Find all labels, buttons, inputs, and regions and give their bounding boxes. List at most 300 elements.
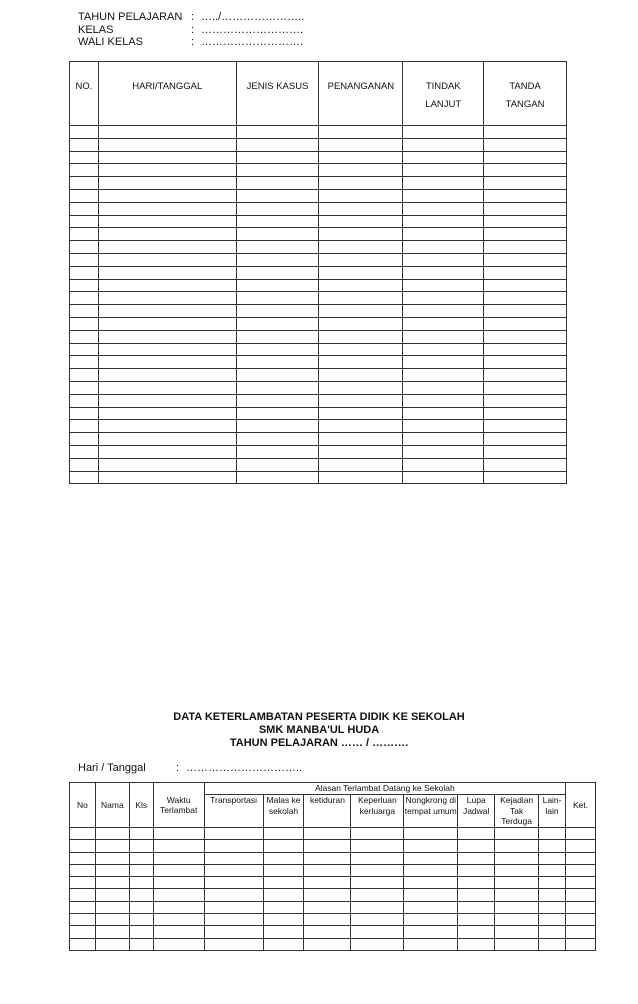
table-cell[interactable] [458,914,495,926]
table-cell[interactable] [319,317,403,330]
table-cell[interactable] [236,151,319,164]
table-cell[interactable] [98,433,236,446]
table-cell[interactable] [403,266,484,279]
table-cell[interactable] [403,215,484,228]
table-cell[interactable] [236,138,319,151]
table-cell[interactable] [458,877,495,889]
table-cell[interactable] [403,458,484,471]
table-cell[interactable] [70,864,96,876]
table-cell[interactable] [566,828,596,840]
table-cell[interactable] [319,305,403,318]
table-cell[interactable] [95,889,129,901]
table-cell[interactable] [98,445,236,458]
table-cell[interactable] [484,292,567,305]
table-cell[interactable] [484,279,567,292]
table-cell[interactable] [484,202,567,215]
table-cell[interactable] [495,938,539,950]
table-cell[interactable] [484,189,567,202]
table-cell[interactable] [98,381,236,394]
table-cell[interactable] [70,914,96,926]
table-cell[interactable] [236,343,319,356]
table-cell[interactable] [484,433,567,446]
table-cell[interactable] [70,138,99,151]
table-cell[interactable] [236,177,319,190]
table-cell[interactable] [404,864,458,876]
table-cell[interactable] [236,189,319,202]
table-cell[interactable] [98,292,236,305]
table-cell[interactable] [458,889,495,901]
table-cell[interactable] [70,901,96,913]
table-cell[interactable] [484,164,567,177]
table-cell[interactable] [403,317,484,330]
table-cell[interactable] [458,938,495,950]
table-cell[interactable] [319,126,403,139]
table-cell[interactable] [236,279,319,292]
table-cell[interactable] [70,356,99,369]
table-cell[interactable] [236,126,319,139]
table-cell[interactable] [319,177,403,190]
table-cell[interactable] [236,330,319,343]
table-cell[interactable] [351,828,404,840]
table-cell[interactable] [204,828,263,840]
table-cell[interactable] [236,369,319,382]
table-cell[interactable] [70,840,96,852]
table-cell[interactable] [263,914,304,926]
table-cell[interactable] [458,926,495,938]
table-cell[interactable] [304,877,351,889]
table-cell[interactable] [98,394,236,407]
table-cell[interactable] [70,253,99,266]
table-cell[interactable] [484,215,567,228]
table-cell[interactable] [539,864,566,876]
table-cell[interactable] [70,889,96,901]
table-cell[interactable] [319,445,403,458]
table-cell[interactable] [458,852,495,864]
table-cell[interactable] [70,241,99,254]
table-cell[interactable] [70,381,99,394]
table-cell[interactable] [351,852,404,864]
table-cell[interactable] [484,138,567,151]
table-cell[interactable] [304,926,351,938]
table-cell[interactable] [403,164,484,177]
table-cell[interactable] [98,356,236,369]
table-cell[interactable] [204,877,263,889]
table-cell[interactable] [263,840,304,852]
table-cell[interactable] [98,305,236,318]
table-cell[interactable] [98,330,236,343]
table-cell[interactable] [304,938,351,950]
table-cell[interactable] [70,445,99,458]
table-cell[interactable] [263,926,304,938]
table-cell[interactable] [484,471,567,484]
table-cell[interactable] [70,330,99,343]
table-cell[interactable] [484,253,567,266]
table-cell[interactable] [70,852,96,864]
table-cell[interactable] [403,343,484,356]
table-cell[interactable] [495,852,539,864]
table-cell[interactable] [304,864,351,876]
table-cell[interactable] [95,901,129,913]
table-cell[interactable] [70,394,99,407]
table-cell[interactable] [70,407,99,420]
table-cell[interactable] [153,914,204,926]
table-cell[interactable] [236,215,319,228]
table-cell[interactable] [204,864,263,876]
table-cell[interactable] [95,852,129,864]
table-cell[interactable] [404,926,458,938]
table-cell[interactable] [404,877,458,889]
table-cell[interactable] [236,356,319,369]
table-cell[interactable] [98,279,236,292]
table-cell[interactable] [236,253,319,266]
table-cell[interactable] [98,458,236,471]
table-cell[interactable] [351,901,404,913]
table-cell[interactable] [153,877,204,889]
table-cell[interactable] [484,445,567,458]
table-cell[interactable] [70,938,96,950]
table-cell[interactable] [98,420,236,433]
table-cell[interactable] [236,407,319,420]
table-cell[interactable] [319,394,403,407]
table-cell[interactable] [351,926,404,938]
table-cell[interactable] [484,356,567,369]
table-cell[interactable] [566,864,596,876]
table-cell[interactable] [403,369,484,382]
table-cell[interactable] [204,889,263,901]
table-cell[interactable] [404,938,458,950]
table-cell[interactable] [539,926,566,938]
table-cell[interactable] [98,407,236,420]
table-cell[interactable] [153,926,204,938]
table-cell[interactable] [98,369,236,382]
table-cell[interactable] [204,901,263,913]
table-cell[interactable] [484,126,567,139]
table-cell[interactable] [263,852,304,864]
table-cell[interactable] [539,901,566,913]
table-cell[interactable] [263,889,304,901]
table-cell[interactable] [403,279,484,292]
table-cell[interactable] [319,151,403,164]
table-cell[interactable] [98,138,236,151]
table-cell[interactable] [319,215,403,228]
table-cell[interactable] [70,279,99,292]
table-cell[interactable] [236,458,319,471]
table-cell[interactable] [236,292,319,305]
table-cell[interactable] [304,889,351,901]
table-cell[interactable] [403,420,484,433]
table-cell[interactable] [403,305,484,318]
table-cell[interactable] [98,253,236,266]
table-cell[interactable] [236,164,319,177]
table-cell[interactable] [98,241,236,254]
table-cell[interactable] [98,151,236,164]
table-cell[interactable] [319,330,403,343]
table-cell[interactable] [403,189,484,202]
table-cell[interactable] [403,394,484,407]
table-cell[interactable] [566,889,596,901]
table-cell[interactable] [98,189,236,202]
table-cell[interactable] [304,828,351,840]
table-cell[interactable] [495,901,539,913]
table-cell[interactable] [70,471,99,484]
table-cell[interactable] [484,369,567,382]
table-cell[interactable] [495,926,539,938]
table-cell[interactable] [236,228,319,241]
table-cell[interactable] [566,914,596,926]
table-cell[interactable] [403,433,484,446]
table-cell[interactable] [319,189,403,202]
table-cell[interactable] [236,394,319,407]
table-cell[interactable] [70,189,99,202]
table-cell[interactable] [458,864,495,876]
table-cell[interactable] [70,458,99,471]
table-cell[interactable] [484,241,567,254]
table-cell[interactable] [236,317,319,330]
table-cell[interactable] [484,458,567,471]
table-row [70,938,596,950]
table-cell[interactable] [153,938,204,950]
table-cell[interactable] [70,828,96,840]
table-cell[interactable] [70,317,99,330]
info-label: WALI KELAS [78,36,144,48]
table-cell[interactable] [70,877,96,889]
table-cell[interactable] [403,471,484,484]
table-cell[interactable] [204,914,263,926]
table-cell[interactable] [403,126,484,139]
table-cell[interactable] [539,828,566,840]
table-cell[interactable] [458,840,495,852]
table-cell[interactable] [404,901,458,913]
table-cell[interactable] [484,394,567,407]
table-cell[interactable] [319,164,403,177]
table-cell[interactable] [484,317,567,330]
table-cell[interactable] [70,177,99,190]
table-cell[interactable] [129,926,153,938]
table-cell[interactable] [153,901,204,913]
table-cell[interactable] [129,889,153,901]
table-cell[interactable] [236,433,319,446]
table-cell[interactable] [129,938,153,950]
table-cell[interactable] [304,914,351,926]
table-cell[interactable] [566,840,596,852]
table-cell[interactable] [403,138,484,151]
table-cell[interactable] [70,369,99,382]
table-cell[interactable] [319,369,403,382]
table-cell[interactable] [98,126,236,139]
table-cell[interactable] [98,215,236,228]
table-cell[interactable] [566,938,596,950]
table-cell[interactable] [95,864,129,876]
table-cell[interactable] [95,926,129,938]
table-cell[interactable] [404,840,458,852]
table-cell[interactable] [495,914,539,926]
table-cell[interactable] [319,420,403,433]
table-cell[interactable] [319,292,403,305]
table-cell[interactable] [484,177,567,190]
table-cell[interactable] [403,253,484,266]
table-cell[interactable] [404,852,458,864]
table-cell[interactable] [70,292,99,305]
table-cell[interactable] [566,901,596,913]
table-cell[interactable] [129,852,153,864]
table-cell[interactable] [539,852,566,864]
table-cell[interactable] [403,330,484,343]
table-cell[interactable] [319,458,403,471]
table-cell[interactable] [458,901,495,913]
table-cell[interactable] [70,343,99,356]
table-cell[interactable] [98,164,236,177]
table-cell[interactable] [403,407,484,420]
table-cell[interactable] [70,433,99,446]
table-cell[interactable] [539,938,566,950]
table-cell[interactable] [129,914,153,926]
table-cell[interactable] [236,305,319,318]
table-cell[interactable] [236,202,319,215]
table-cell[interactable] [95,938,129,950]
table-cell[interactable] [319,253,403,266]
table-cell[interactable] [304,852,351,864]
table-cell[interactable] [70,164,99,177]
table-cell[interactable] [98,266,236,279]
table-cell[interactable] [319,407,403,420]
table-cell[interactable] [484,151,567,164]
table-cell[interactable] [319,279,403,292]
table-cell[interactable] [98,177,236,190]
table-cell[interactable] [539,889,566,901]
table-cell[interactable] [95,914,129,926]
table-cell[interactable] [129,828,153,840]
table-cell[interactable] [153,864,204,876]
table-cell[interactable] [566,852,596,864]
table-cell[interactable] [153,889,204,901]
table-cell[interactable] [539,914,566,926]
table-cell[interactable] [351,889,404,901]
table-cell[interactable] [404,828,458,840]
table-cell[interactable] [484,228,567,241]
table-cell[interactable] [484,407,567,420]
table-cell[interactable] [319,356,403,369]
table-cell[interactable] [263,901,304,913]
table-cell[interactable] [95,828,129,840]
table-cell[interactable] [263,864,304,876]
table-cell[interactable] [319,343,403,356]
table-cell[interactable] [319,433,403,446]
table-cell[interactable] [95,840,129,852]
table-cell[interactable] [95,877,129,889]
table-cell[interactable] [403,292,484,305]
table-cell[interactable] [319,228,403,241]
table-cell[interactable] [236,381,319,394]
table-cell[interactable] [204,852,263,864]
table-cell[interactable] [566,926,596,938]
table-cell[interactable] [263,938,304,950]
table-cell[interactable] [98,202,236,215]
table-cell[interactable] [70,228,99,241]
table-cell[interactable] [539,840,566,852]
table-cell[interactable] [484,420,567,433]
table-cell[interactable] [70,126,99,139]
table-cell[interactable] [495,877,539,889]
table-cell[interactable] [404,914,458,926]
table-cell[interactable] [236,266,319,279]
table-cell[interactable] [263,877,304,889]
table-cell[interactable] [70,420,99,433]
table-cell[interactable] [351,914,404,926]
table-cell[interactable] [98,228,236,241]
table-cell[interactable] [129,877,153,889]
table-cell[interactable] [495,828,539,840]
table-cell[interactable] [484,330,567,343]
table-cell[interactable] [403,177,484,190]
table-cell[interactable] [153,828,204,840]
table-cell[interactable] [319,266,403,279]
table-cell[interactable] [403,356,484,369]
table-cell[interactable] [319,241,403,254]
table-cell[interactable] [129,840,153,852]
table-cell[interactable] [319,471,403,484]
table-cell[interactable] [153,840,204,852]
table-cell[interactable] [539,877,566,889]
table-cell[interactable] [263,828,304,840]
table-cell[interactable] [304,901,351,913]
table-cell[interactable] [351,840,404,852]
table-cell[interactable] [204,938,263,950]
table-cell[interactable] [351,938,404,950]
table-cell[interactable] [70,305,99,318]
table-cell[interactable] [70,202,99,215]
table-cell[interactable] [403,202,484,215]
table-cell[interactable] [70,926,96,938]
table-cell[interactable] [319,381,403,394]
table-cell[interactable] [495,864,539,876]
table-cell[interactable] [484,343,567,356]
table-cell[interactable] [98,343,236,356]
table-cell[interactable] [351,877,404,889]
table-cell[interactable] [458,828,495,840]
table-cell[interactable] [70,266,99,279]
table-cell[interactable] [236,420,319,433]
table-cell[interactable] [484,305,567,318]
table-cell[interactable] [204,840,263,852]
table-cell[interactable] [304,840,351,852]
table-cell[interactable] [70,151,99,164]
table-cell[interactable] [236,471,319,484]
table-cell[interactable] [98,317,236,330]
table-cell[interactable] [403,228,484,241]
table-cell[interactable] [98,471,236,484]
table-cell[interactable] [153,852,204,864]
table-cell[interactable] [129,864,153,876]
table-cell[interactable] [495,889,539,901]
table-cell[interactable] [70,215,99,228]
table-cell[interactable] [403,151,484,164]
table-cell[interactable] [484,381,567,394]
table-cell[interactable] [403,445,484,458]
table-cell[interactable] [351,864,404,876]
table-cell[interactable] [404,889,458,901]
table-cell[interactable] [403,241,484,254]
table-cell[interactable] [403,381,484,394]
table-cell[interactable] [319,138,403,151]
table-cell[interactable] [495,840,539,852]
table-cell[interactable] [566,877,596,889]
table-cell[interactable] [236,445,319,458]
table-cell[interactable] [204,926,263,938]
table-cell[interactable] [236,241,319,254]
table-cell[interactable] [484,266,567,279]
table-cell[interactable] [129,901,153,913]
table-cell[interactable] [319,202,403,215]
